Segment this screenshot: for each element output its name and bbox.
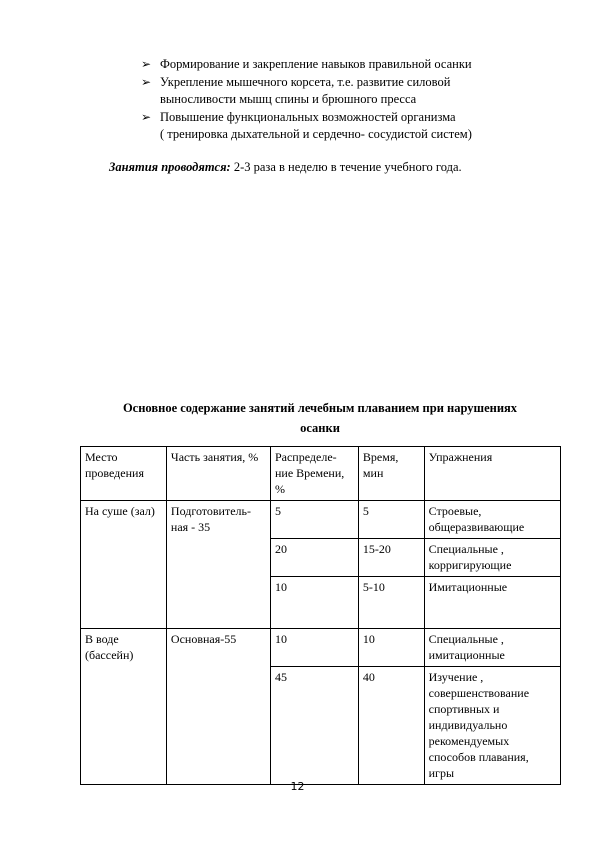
list-item	[140, 109, 555, 144]
list-item	[140, 74, 555, 109]
part-cell: Основная-55	[166, 629, 270, 785]
exercise-table	[80, 446, 561, 785]
place-cell: На суше (зал)	[81, 501, 167, 629]
distribution-cell: 5	[270, 501, 358, 539]
list-item-text: Укрепление мышечного корсета, т.е. развитие силовой	[160, 74, 451, 89]
table-heading	[80, 398, 560, 438]
goals-list	[140, 56, 555, 144]
table-header-row	[81, 447, 561, 501]
distribution-cell: 10	[270, 629, 358, 667]
list-item-text-continuation: ( тренировка дыхательной и сердечно- сосудистой систем)	[160, 127, 472, 141]
page-number: 12	[290, 780, 305, 793]
exercise-cell: Изучение , совершенствование спортивных и индивидуально рекомендуемых способов плавания, игры	[424, 667, 560, 785]
time-cell: 10	[358, 629, 424, 667]
distribution-cell: 20	[270, 539, 358, 577]
exercise-cell: Специальные , имитационные	[424, 629, 560, 667]
heading-line-2: осанки	[300, 421, 340, 435]
list-item-text-continuation: выносливости мышц спины и брюшного пресса	[160, 92, 417, 106]
header-part: Часть занятия, %	[166, 447, 270, 501]
table-row	[81, 629, 561, 667]
heading-line-1: Основное содержание занятий лечебным плаванием при нарушениях	[122, 401, 518, 415]
distribution-cell: 10	[270, 577, 358, 629]
schedule-label: Занятия проводятся:	[109, 160, 231, 174]
exercise-cell: Имитационные	[424, 577, 560, 629]
time-cell: 5	[358, 501, 424, 539]
arrow-bullet-icon: ➢	[141, 74, 152, 89]
time-cell: 5-10	[358, 577, 424, 629]
list-item-text: Формирование и закрепление навыков правильной осанки	[160, 57, 472, 71]
header-time: Время, мин	[358, 447, 424, 501]
header-place: Место проведения	[81, 447, 167, 501]
list-item	[140, 56, 555, 74]
part-cell: Подготовитель-ная - 35	[166, 501, 270, 629]
distribution-cell: 45	[270, 667, 358, 785]
header-distribution: Распределе-ние Времени, %	[270, 447, 358, 501]
list-item-text: Повышение функциональных возможностей организма	[160, 109, 456, 124]
table-row	[81, 501, 561, 539]
schedule-paragraph	[109, 160, 462, 175]
header-exercises: Упражнения	[424, 447, 560, 501]
time-cell: 15-20	[358, 539, 424, 577]
arrow-bullet-icon: ➢	[141, 57, 152, 71]
place-cell: В воде (бассейн)	[81, 629, 167, 785]
arrow-bullet-icon: ➢	[141, 109, 152, 124]
exercise-cell: Специальные , корригирующие	[424, 539, 560, 577]
time-cell: 40	[358, 667, 424, 785]
schedule-text: 2-3 раза в неделю в течение учебного года.	[230, 160, 462, 174]
exercise-cell: Строевые, общеразвивающие	[424, 501, 560, 539]
